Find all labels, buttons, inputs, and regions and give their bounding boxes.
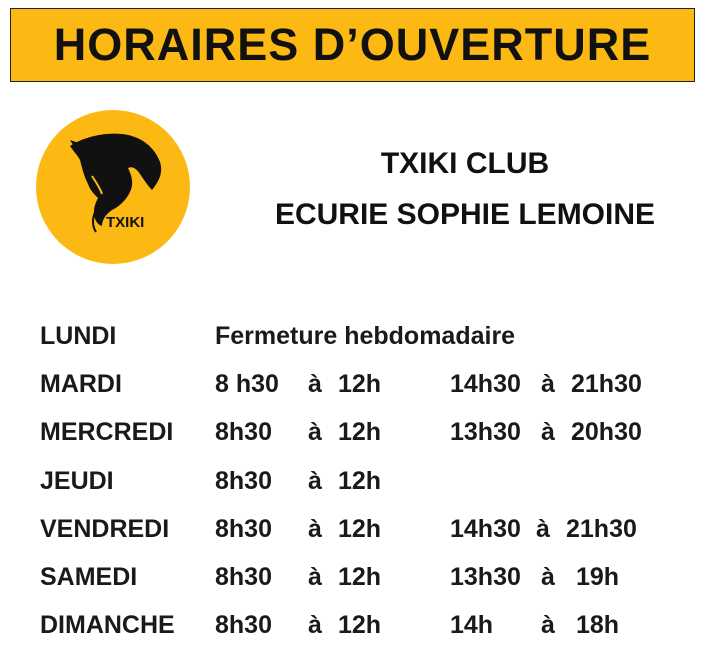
afternoon-separator: à [536,514,550,543]
morning-open: 8h30 [215,418,272,447]
title-banner [10,8,695,82]
morning-separator: à [308,562,322,591]
morning-open: 8h30 [215,514,272,543]
txiki-logo [36,110,190,264]
morning-separator: à [308,466,322,495]
morning-separator: à [308,514,322,543]
morning-close: 12h [338,466,382,495]
afternoon-close: 20h30 [571,418,642,447]
morning-open: 8 h30 [215,370,279,399]
afternoon-close: 21h30 [566,514,637,543]
club-name [220,138,710,240]
schedule-row-vendredi [40,508,710,556]
morning-open: 8h30 [215,466,272,495]
schedule-row-lundi [40,315,710,363]
morning-separator: à [308,370,322,399]
day-label: MERCREDI [40,418,174,447]
afternoon-close: 21h30 [571,370,642,399]
afternoon-separator: à [541,611,555,640]
afternoon-open: 14h30 [450,370,521,399]
page-title: HORAIRES D’OUVERTURE [53,19,652,70]
day-label: SAMEDI [40,562,138,591]
afternoon-separator: à [541,418,555,447]
morning-separator: à [308,611,322,640]
schedule-row-mardi [40,363,710,411]
opening-hours-table [40,315,710,652]
logo-text: TXIKI [106,214,145,231]
day-label: JEUDI [40,466,114,495]
afternoon-separator: à [541,562,555,591]
morning-separator: à [308,418,322,447]
afternoon-open: 13h30 [450,418,521,447]
schedule-row-mercredi [40,411,710,459]
afternoon-open: 14h30 [450,514,521,543]
club-line-2: ECURIE SOPHIE LEMOINE [274,198,656,231]
morning-close: 12h [338,370,382,399]
afternoon-separator: à [541,370,555,399]
day-label: LUNDI [40,322,117,350]
day-label: DIMANCHE [40,611,175,640]
day-label: VENDREDI [40,514,170,543]
afternoon-open: 14h [450,611,494,640]
day-label: MARDI [40,370,122,399]
morning-close: 12h [338,611,382,640]
morning-close: 12h [338,418,382,447]
afternoon-close: 19h [576,562,620,591]
morning-open: 8h30 [215,562,272,591]
schedule-row-jeudi [40,460,710,508]
morning-open: 8h30 [215,611,272,640]
afternoon-close: 18h [576,611,620,640]
morning-close: 12h [338,562,382,591]
schedule-row-dimanche [40,604,710,652]
afternoon-open: 13h30 [450,562,521,591]
closed-note: Fermeture hebdomadaire [215,322,516,350]
club-line-1: TXIKI CLUB [380,147,550,180]
schedule-row-samedi [40,556,710,604]
morning-close: 12h [338,514,382,543]
